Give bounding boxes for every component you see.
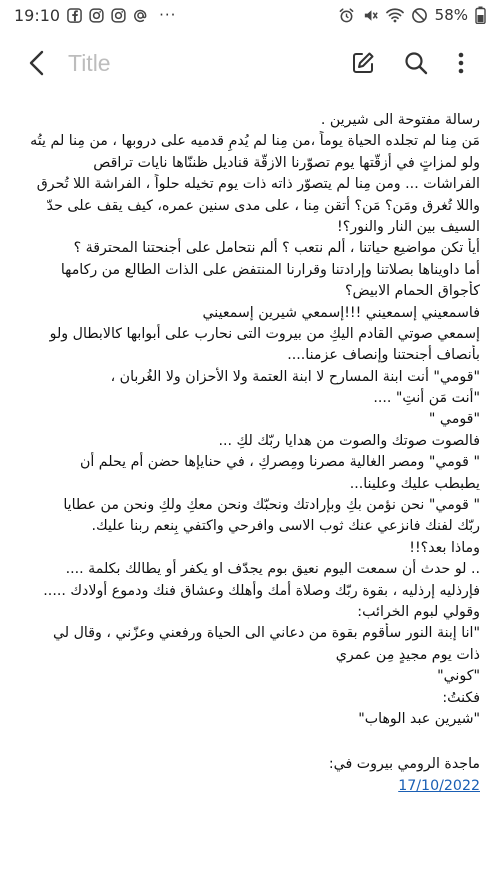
note-line: "شيرين عبد الوهاب" — [358, 710, 480, 727]
date-line — [14, 776, 480, 797]
status-right — [338, 6, 486, 24]
note-line: فالصوت صوتك والصوت من هدايا ربّك لكِ ... — [218, 432, 480, 449]
more-options-button[interactable] — [446, 50, 476, 80]
at-sign-icon — [133, 8, 148, 23]
battery-icon — [475, 6, 486, 24]
blank-line — [14, 730, 480, 754]
search-icon — [403, 50, 429, 80]
note-line: "قومي " — [428, 411, 480, 428]
signature-line: ماجدة الرومي بيروت في: — [328, 756, 480, 773]
note-line: " قومي" ومصر الغالية مصرنا ومِصركِ ، في حنايإها حضن أم يحلم أن — [79, 454, 480, 471]
edit-button[interactable] — [348, 50, 378, 80]
note-line: فكنتُ: — [442, 689, 480, 706]
note-toolbar — [0, 38, 500, 90]
note-line: ولو لمزاتٍ في أزقّتها يوم تصوّرنا الازقّة قناديل ظننّاها نايات تراقص — [93, 154, 480, 171]
search-button[interactable] — [401, 50, 431, 80]
note-line: ربّك لفنك فانزعي عنك ثوب الاسى وافرحي واكتفي بِنعم ربنا عليك. — [91, 518, 480, 535]
more-vertical-icon — [457, 51, 465, 79]
note-line: .. لو حدث أن سمعت اليوم نعيق بوم يجدّف او يكفر أو يطالك بكلمة .... — [65, 561, 480, 578]
note-line: السيف بين النار والنور؟! — [337, 218, 480, 235]
note-line: "انا إبنة النور سأقوم بقوة من دعاني الى الحياة ورفعني وعزّني ، وقال لي — [52, 625, 480, 642]
note-line: فاسمعيني إسمعيني !!!إسمعي شيرين إسمعيني — [202, 304, 480, 321]
note-line: أما داويناها بصلاتنا وإرادتنا وقرارنا المنتفض على الذات الطالع من ركامها — [60, 261, 480, 278]
note-line: " قومي" نحن نؤمن بكِ وبإرادتك ونحبّك ونحن معكِ ولكِ ونحن من عطايا — [63, 497, 480, 514]
note-line: إسمعي صوتي القادم اليكِ من بيروت التى نحارب على أبوابها كالابطال ولو — [49, 325, 480, 342]
alarm-icon — [338, 7, 355, 24]
note-line: رسالة مفتوحة الى شيرين . — [320, 112, 480, 128]
instagram-icon — [111, 8, 126, 23]
mute-icon — [362, 7, 379, 24]
back-arrow-icon — [27, 50, 47, 80]
facebook-square-icon — [67, 8, 82, 23]
note-line: مَن مِنا لم تجلده الحياة يوماً ،من مِنا لم يُدمِ قدميه على دروبها ، من مِنا لم يتُه — [30, 133, 480, 150]
note-body[interactable] — [14, 110, 480, 797]
note-line: "أنت مَن أنتِ" .... — [373, 390, 480, 407]
note-line: الفراشات ... ومن مِنا لم يتصوّر ذاته ذات يوم تخيله حلواً ، الفراشة اللا تُحرق — [36, 176, 480, 193]
note-line: وقولي لبوم الخرائب: — [357, 603, 480, 620]
battery-level: 58% — [434, 6, 468, 24]
more-notifications: ··· — [159, 6, 177, 24]
title-field[interactable]: Title — [68, 50, 111, 76]
back-button[interactable] — [22, 50, 52, 80]
note-line: وماذا بعد؟!! — [409, 539, 480, 556]
note-line: كأجواق الحمام الابيض؟ — [344, 283, 480, 300]
note-line: أيأ تكن مواضيع حياتنا ، ألم نتعب ؟ ألم نتحامل على أجنحتنا المحترقة ؟ — [73, 240, 480, 257]
note-line: واللا تُغرق ومَن؟ مَن؟ أتقن مِنا ، على مدى سنين عمره، كيف يقف على حدّ — [46, 197, 480, 214]
status-left — [14, 6, 176, 25]
note-line: ذات يوم مجيدٍ مِن عمري — [335, 646, 480, 663]
instagram-icon — [89, 8, 104, 23]
note-line: فإرذليه إرذليه ، بقوة ربّك وصلاة أمك وأهلك وعشاق فنك ودموع أولادك ..... — [43, 582, 480, 599]
wifi-icon — [386, 7, 404, 23]
note-line: "كوني" — [437, 668, 480, 685]
status-bar — [0, 0, 500, 30]
note-line: يطبطب عليك وعلينا... — [349, 475, 480, 492]
note-line: "قومي" أنت ابنة المسارح لا ابنة العتمة ولا الأحزان ولا الغُربان ، — [110, 368, 480, 385]
dnd-icon — [411, 7, 428, 24]
note-line: بأنصاف أجنحتنا وإنصاف عزمنا.... — [287, 347, 480, 364]
edit-icon — [350, 50, 376, 80]
date-link[interactable]: 17/10/2022 — [398, 777, 480, 794]
clock: 19:10 — [14, 5, 61, 25]
